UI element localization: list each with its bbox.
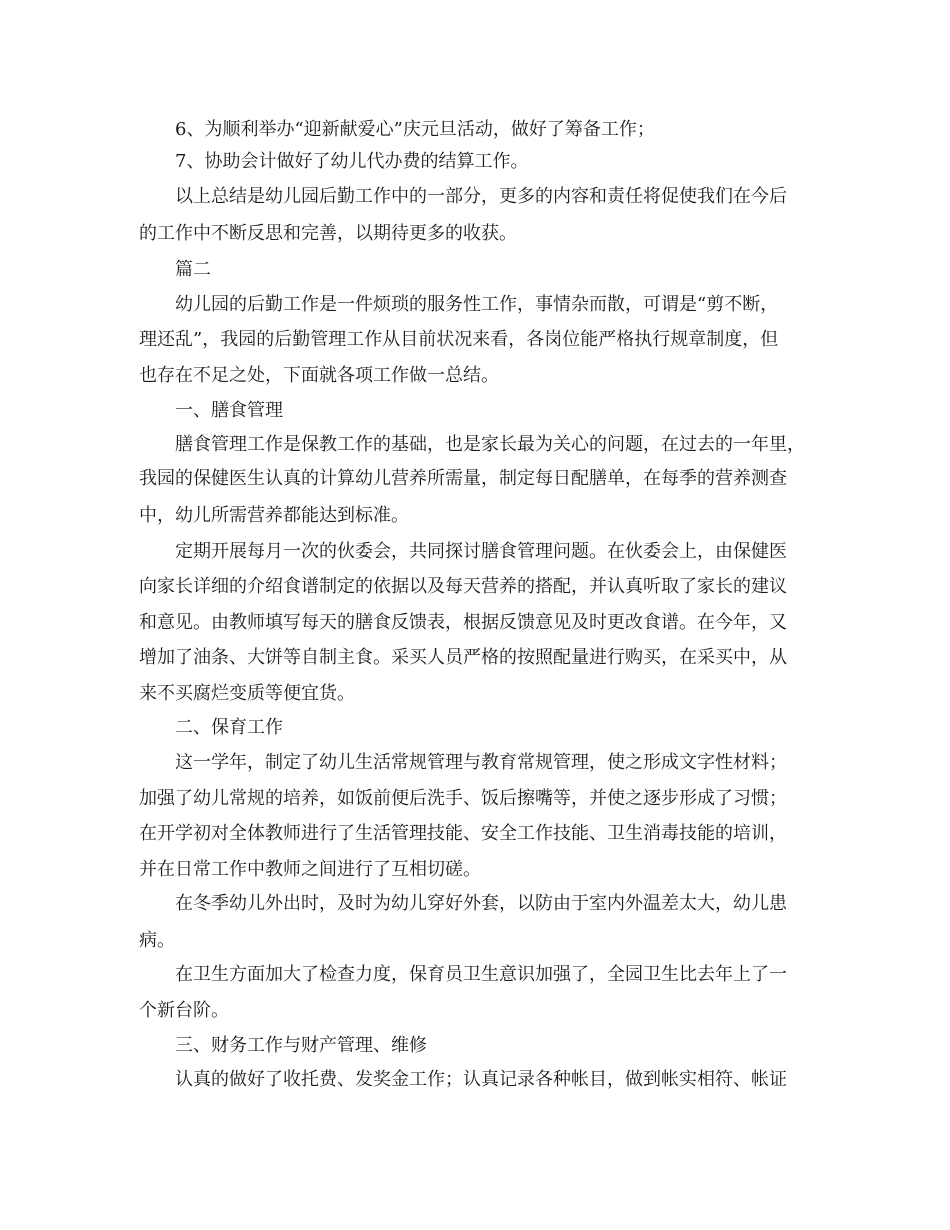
list-item-6: 6、为顺利举办“迎新献爱心”庆元旦活动，做好了筹备工作； [175, 119, 655, 140]
paragraph-line: 加强了幼儿常规的培养，如饭前便后洗手、饭后擦嘴等，并使之逐步形成了习惯； [139, 788, 787, 809]
paragraph-line: 定期开展每月一次的伙委会，共同探讨膳食管理问题。在伙委会上，由保健医 [175, 541, 787, 562]
paragraph-line: 增加了油条、大饼等自制主食。采买人员严格的按照配量进行购买，在采买中，从 [139, 647, 787, 668]
section-heading-finance: 三、财务工作与财产管理、维修 [175, 1035, 427, 1056]
paragraph-line: 在卫生方面加大了检查力度，保育员卫生意识加强了，全园卫生比去年上了一 [175, 964, 787, 985]
paragraph-line: 病。 [139, 930, 175, 951]
paragraph-line: 理还乱”，我园的后勤管理工作从目前状况来看，各岗位能严格执行规章制度，但 [139, 329, 779, 350]
paragraph-line: 中，幼儿所需营养都能达到标准。 [139, 505, 409, 526]
section-heading-childcare: 二、保育工作 [175, 717, 283, 738]
section-heading-part-two: 篇二 [175, 259, 211, 280]
paragraph-line: 向家长详细的介绍食谱制定的依据以及每天营养的搭配，并认真听取了家长的建议 [139, 576, 787, 597]
paragraph-line: 膳食管理工作是保教工作的基础，也是家长最为关心的问题，在过去的一年里， [175, 434, 805, 455]
paragraph-line: 个新台阶。 [139, 1000, 229, 1021]
paragraph-line: 以上总结是幼儿园后勤工作中的一部分，更多的内容和责任将促使我们在今后 [175, 186, 787, 207]
paragraph-line: 幼儿园的后勤工作是一件烦琐的服务性工作，事情杂而散，可谓是“剪不断， [175, 294, 779, 315]
paragraph-line: 来不买腐烂变质等便宜货。 [139, 683, 355, 704]
paragraph-line: 在开学初对全体教师进行了生活管理技能、安全工作技能、卫生消毒技能的培训， [139, 823, 787, 844]
list-item-7: 7、协助会计做好了幼儿代办费的结算工作。 [175, 151, 529, 172]
paragraph-line: 我园的保健医生认真的计算幼儿营养所需量，制定每日配膳单，在每季的营养测查 [139, 468, 787, 489]
paragraph-line: 在冬季幼儿外出时，及时为幼儿穿好外套，以防由于室内外温差太大，幼儿患 [175, 893, 787, 914]
paragraph-line: 这一学年，制定了幼儿生活常规管理与教育常规管理，使之形成文字性材料； [175, 752, 787, 773]
paragraph-line: 和意见。由教师填写每天的膳食反馈表，根据反馈意见及时更改食谱。在今年，又 [139, 612, 787, 633]
paragraph-line: 也存在不足之处，下面就各项工作做一总结。 [139, 365, 499, 386]
paragraph-line: 认真的做好了收托费、发奖金工作；认真记录各种帐目，做到帐实相符、帐证 [175, 1069, 787, 1090]
paragraph-line: 并在日常工作中教师之间进行了互相切磋。 [139, 859, 481, 880]
section-heading-catering: 一、膳食管理 [175, 400, 283, 421]
paragraph-line: 的工作中不断反思和完善，以期待更多的收获。 [139, 223, 517, 244]
